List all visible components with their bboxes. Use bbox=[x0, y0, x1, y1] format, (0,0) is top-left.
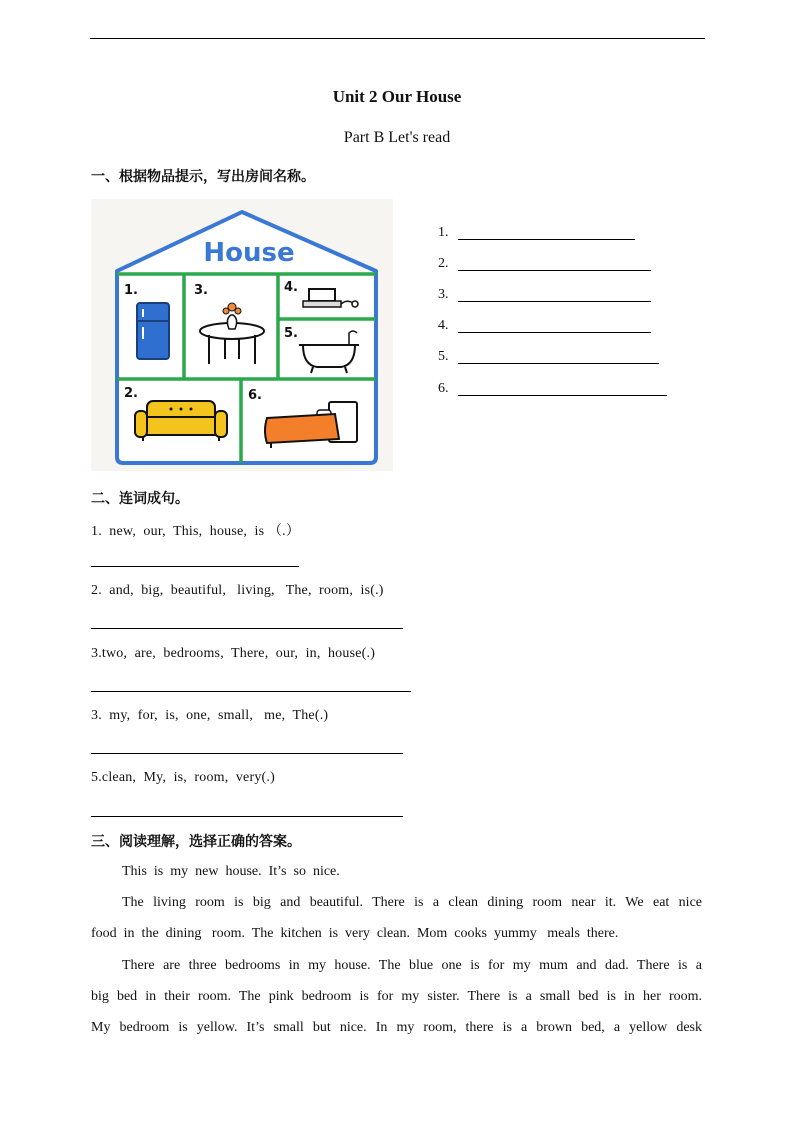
answer-label-1: 1. bbox=[438, 225, 449, 240]
section2-heading: 二、连词成句。 bbox=[91, 491, 189, 507]
answer-label-3: 3. bbox=[438, 287, 449, 302]
sentence-item-4: 3. my, for, is, one, small, me, The(.) bbox=[91, 708, 329, 723]
answer-line-1[interactable] bbox=[458, 239, 635, 240]
answer-label-6: 6. bbox=[438, 381, 449, 396]
room-number-2: 2. bbox=[124, 386, 138, 401]
passage-line-2: The living room is big and beautiful. There is a clean dining room near it. We eat nice bbox=[122, 895, 702, 910]
sentence-answer-line-3[interactable] bbox=[91, 691, 411, 692]
sentence-answer-line-2[interactable] bbox=[91, 628, 403, 629]
house-picture bbox=[91, 199, 393, 471]
answer-line-5[interactable] bbox=[458, 363, 659, 364]
room-number-5: 5. bbox=[284, 326, 298, 341]
header-rule bbox=[90, 38, 705, 39]
room-number-3: 3. bbox=[194, 283, 208, 298]
sentence-answer-line-1[interactable] bbox=[91, 566, 299, 567]
answer-line-6[interactable] bbox=[458, 395, 667, 396]
sentence-item-1: 1. new, our, This, house, is （.） bbox=[91, 524, 301, 539]
answer-label-4: 4. bbox=[438, 318, 449, 333]
sentence-item-5: 5.clean, My, is, room, very(.) bbox=[91, 770, 275, 785]
section1-heading: 一、根据物品提示，写出房间名称。 bbox=[91, 169, 315, 185]
sentence-answer-line-5[interactable] bbox=[91, 816, 403, 817]
page-title: Unit 2 Our House bbox=[332, 87, 462, 106]
answer-line-4[interactable] bbox=[458, 332, 651, 333]
answer-label-5: 5. bbox=[438, 349, 449, 364]
page-subtitle: Part B Let's read bbox=[343, 129, 451, 146]
passage-line-6: My bedroom is yellow. It’s small but nice. In my room, there is a brown bed, a yellow desk bbox=[91, 1020, 702, 1035]
room-number-1: 1. bbox=[124, 283, 138, 298]
answer-line-2[interactable] bbox=[458, 270, 651, 271]
sentence-answer-line-4[interactable] bbox=[91, 753, 403, 754]
section3-heading: 三、阅读理解，选择正确的答案。 bbox=[91, 834, 301, 850]
passage-line-3: food in the dining room. The kitchen is very clean. Mom cooks yummy meals there. bbox=[91, 926, 619, 941]
house-illustration bbox=[91, 199, 393, 471]
sentence-item-3: 3.two, are, bedrooms, There, our, in, house(.) bbox=[91, 646, 376, 661]
room-number-6: 6. bbox=[248, 388, 262, 403]
answer-label-2: 2. bbox=[438, 256, 449, 271]
answer-line-3[interactable] bbox=[458, 301, 651, 302]
fridge-icon bbox=[137, 303, 169, 359]
passage-line-1: This is my new house. It’s so nice. bbox=[122, 864, 340, 879]
sentence-item-2: 2. and, big, beautiful, living, The, room, is(.) bbox=[91, 583, 384, 598]
room-number-4: 4. bbox=[284, 280, 298, 295]
passage-line-4: There are three bedrooms in my house. The blue one is for my mum and dad. There is a bbox=[122, 958, 702, 973]
sofa-icon bbox=[135, 401, 227, 441]
passage-line-5: big bed in their room. The pink bedroom is for my sister. There is a small bed is in her room. bbox=[91, 989, 702, 1004]
house-title: House bbox=[203, 238, 295, 268]
